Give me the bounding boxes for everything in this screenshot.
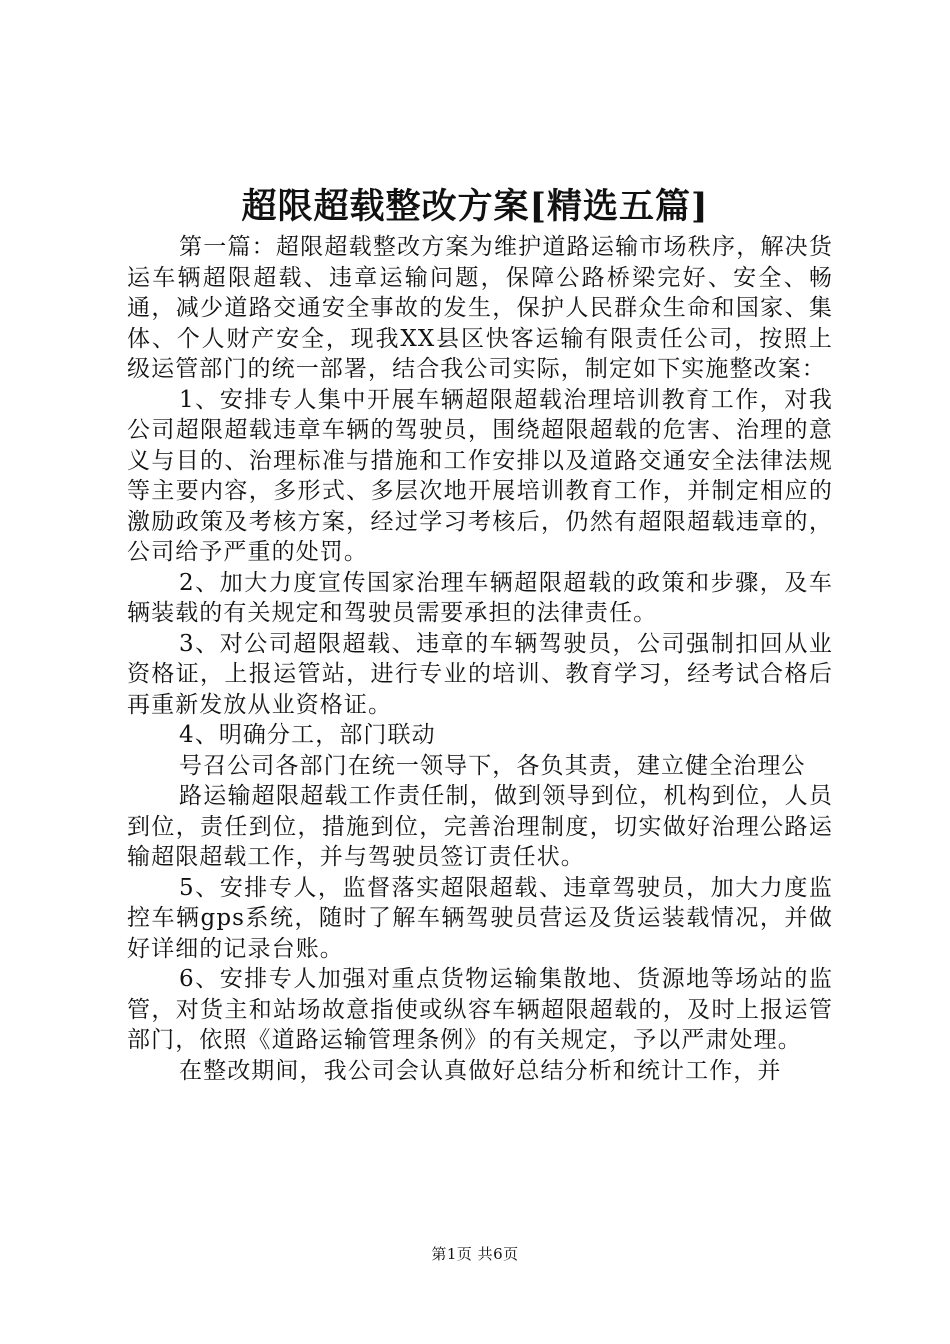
paragraph-item-6: 6、安排专人加强对重点货物运输集散地、货源地等场站的监管，对货主和站场故意指使或纵容车辆超限超载的，及时上报运管部门，依照《道路运输管理条例》的有关规定，予以严肃处理。 <box>127 966 833 1053</box>
paragraph-item-2: 2、加大力度宣传国家治理车辆超限超载的政策和步骤，及车辆装载的有关规定和驾驶员需要承担的法律责任。 <box>127 569 833 626</box>
paragraph-item-1: 1、安排专人集中开展车辆超限超载治理培训教育工作，对我公司超限超载违章车辆的驾驶员，围绕超限超载的危害、治理的意义与目的、治理标准与措施和工作安排以及道路交通安全法律法规等主要内容，多形式、多层次地开展培训教育工作，并制定相应的激励政策及考核方案，经过学习考核后，仍然有超限超载违章的，公司给予严重的处罚。 <box>127 386 833 565</box>
document-body <box>127 232 833 1086</box>
paragraph-item-4-detail: 号召公司各部门在统一领导下，各负其责，建立健全治理公 <box>179 752 806 779</box>
paragraph-closing: 在整改期间，我公司会认真做好总结分析和统计工作，并 <box>179 1057 782 1084</box>
paragraph-item-3: 3、对公司超限超载、违章的车辆驾驶员，公司强制扣回从业资格证，上报运管站，进行专业的培训、教育学习，经考试合格后再重新发放从业资格证。 <box>127 630 833 718</box>
paragraph-intro: 第一篇：超限超载整改方案为维护道路运输市场秩序，解决货运车辆超限超载、违章运输问题，保障公路桥梁完好、安全、畅通，减少道路交通安全事故的发生，保护人民群众生命和国家、集体、个人财产安全，现我XX县区快客运输有限责任公司，按照上级运管部门的统一部署，结合我公司实际，制定如下实施整改案： <box>127 234 833 382</box>
paragraph-item-4: 4、明确分工，部门联动 <box>179 722 436 748</box>
paragraph-item-5: 5、安排专人，监督落实超限超载、违章驾驶员，加大力度监控车辆gps系统，随时了解车辆驾驶员营运及货运装载情况，并做好详细的记录台账。 <box>127 874 833 962</box>
page-number-footer: 第1页 共6页 <box>431 1245 519 1263</box>
document-title: 超限超载整改方案[精选五篇] <box>241 186 709 227</box>
paragraph-item-4-continued: 路运输超限超载工作责任制，做到领导到位，机构到位，人员到位，责任到位，措施到位，完善治理制度，切实做好治理公路运输超限超载工作，并与驾驶员签订责任状。 <box>127 783 833 870</box>
